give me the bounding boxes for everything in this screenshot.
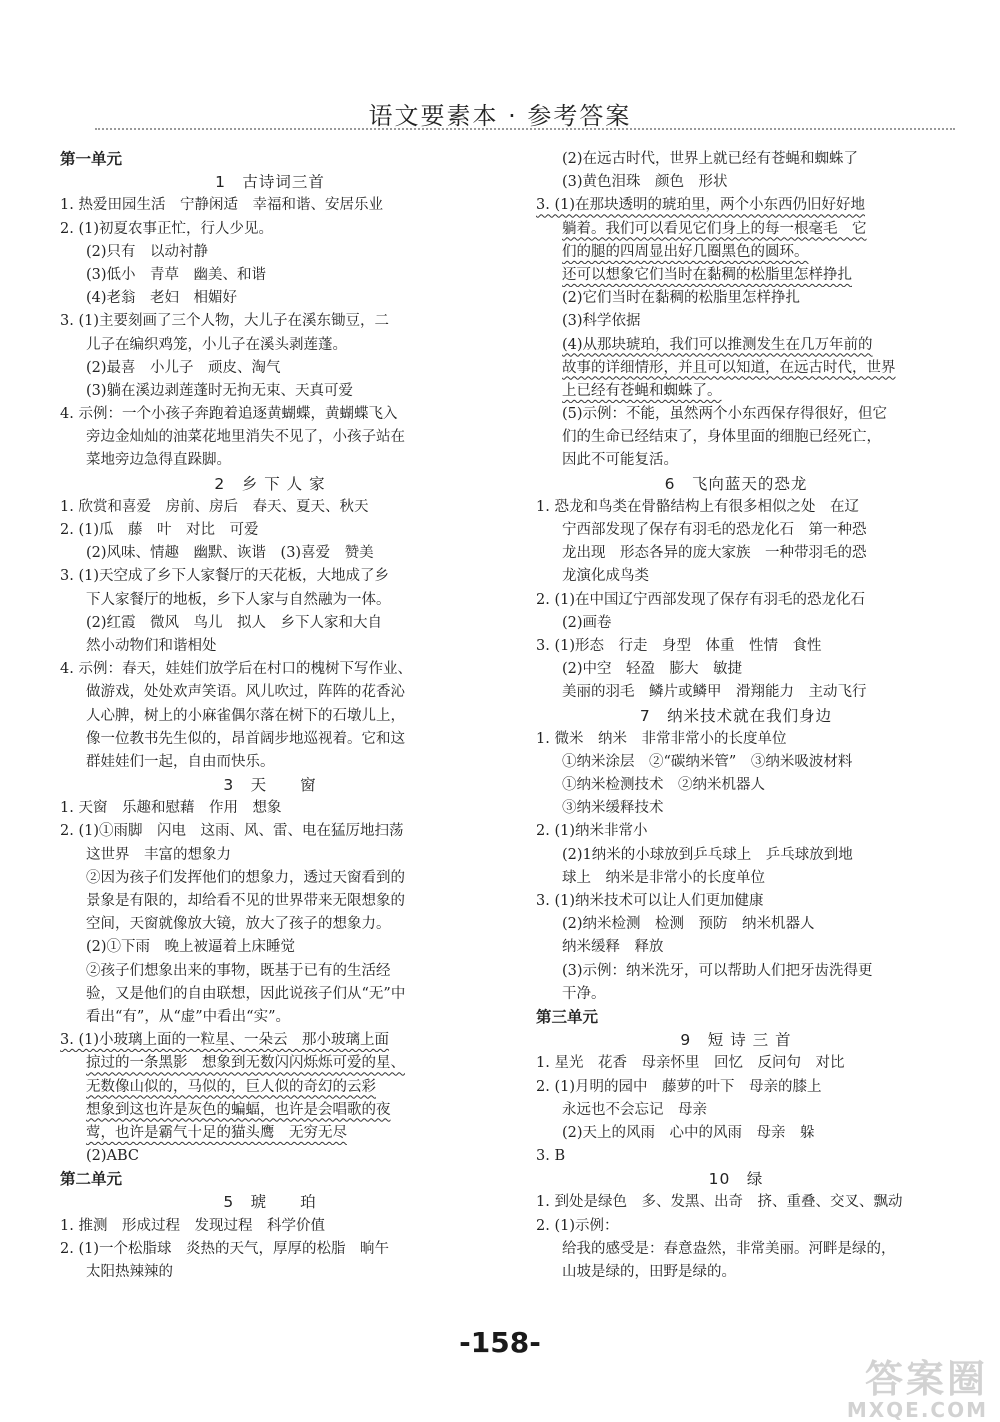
answer-line [536,449,936,472]
answer-line-text: 1. 天窗 乐趣和慰藉 作用 想象 [60,800,282,817]
answer-line [60,705,480,728]
lesson-title [60,171,480,194]
answer-line [60,241,480,264]
lesson-title [60,473,480,496]
answer-line [60,867,480,890]
answer-line-text: 躺着。我们可以看见它们身上的每一根毫毛 它 [562,220,867,237]
answer-line [60,1029,480,1052]
left-column [60,148,480,1284]
answer-line-text: (2)它们当时在黏稠的松脂里怎样挣扎 [562,290,801,307]
answer-line-text: 龙出现 形态各异的庞大家族 一种带羽毛的恐 [562,545,867,562]
answer-line-text: 3. (1)在那块透明的琥珀里，两个小东西仍旧好好地 [536,197,865,214]
answer-line [60,1215,480,1238]
answer-line [536,496,936,519]
answer-line [60,681,480,704]
answer-line-text: (2)ABC [86,1148,140,1165]
answer-line [60,913,480,936]
answer-line-text: 上已经有苍蝇和蜘蛛了。 [562,382,722,399]
answer-line-text: 2. (1)瓜 藤 叶 对比 可爱 [60,522,259,538]
answer-line-text: 空间，天窗就像放大镜，放大了孩子的想象力。 [86,916,391,933]
lesson-title-text: 10 绿 [708,1170,764,1189]
unit-heading-text: 第三单元 [536,1007,599,1026]
answer-line-text: ③纳米缓释技术 [562,800,664,817]
lesson-title [536,473,936,496]
answer-line-text: ①纳米检测技术 ②纳米机器人 [562,777,765,794]
answer-line [60,1076,480,1099]
answer-line-text: (2)中空 轻盈 膨大 敏捷 [562,661,743,678]
answer-line [536,403,936,426]
answer-line-text: (3)躺在溪边剥莲蓬时无拘无束、天真可爱 [86,382,354,399]
answer-line [536,264,936,287]
answer-line [60,519,480,542]
lesson-title [60,1191,480,1214]
answer-line [536,565,936,588]
answer-line-text: 4. 示例：一个小孩子奔跑着追逐黄蝴蝶，黄蝴蝶飞入 [60,406,398,423]
answer-line-text: 群娃娃们一起，自由而快乐。 [86,753,275,770]
answer-line-text: (3)示例：纳米洗牙，可以帮助人们把牙齿洗得更 [562,962,873,979]
lesson-title-text: 9 短 诗 三 首 [680,1031,792,1050]
answer-line-text: 2. (1)一个松脂球 炎热的天气，厚厚的松脂 晌午 [60,1240,389,1257]
lesson-title [536,1029,936,1052]
answer-line-text: (2)①下雨 晚上被逼着上床睡觉 [86,939,296,956]
answer-line-text: 因此不可能复活。 [562,452,678,469]
answer-line-text: ①纳米涂层 ②“碳纳米管” ③纳米吸波材料 [562,753,853,770]
answer-line-text: 2. (1)月明的园中 藤萝的叶下 母亲的膝上 [536,1078,822,1095]
answer-line-text: (3)黄色泪珠 颜色 形状 [562,174,728,191]
answer-line [536,612,936,635]
answer-line-text: (2)天上的风雨 心中的风雨 母亲 躲 [562,1124,815,1141]
answer-line-text: 景象是有限的，却给看不见的世界带来无限想象的 [86,893,405,909]
answer-line-text: 纳米缓释 释放 [562,939,664,956]
answer-line [60,449,480,472]
answer-line [60,1052,480,1075]
answer-line [536,820,936,843]
answer-line [60,936,480,959]
answer-line-text: (5)示例：不能，虽然两个小东西保存得很好，但它 [562,406,888,423]
watermark-main: 答案圈 [864,1357,988,1401]
answer-line-text: 3. B [536,1148,566,1165]
answer-line [60,1238,480,1261]
watermark-sub: MXQE.COM [846,1397,988,1422]
page-title: 语文要素本 · 参考答案 [368,102,632,130]
answer-line [536,1215,936,1238]
answer-line-text: 山坡是绿的，田野是绿的。 [562,1264,736,1280]
answer-line-text: 1. 微米 纳米 非常非常小的长度单位 [536,730,787,747]
answer-line-text: (2)画卷 [562,614,612,631]
answer-line-text: 下人家餐厅的地板，乡下人家与自然融为一体。 [86,591,391,608]
answer-line [60,820,480,843]
answer-line [536,542,936,565]
answer-line [536,890,936,913]
answer-line [60,589,480,612]
answer-line [60,1006,480,1029]
answer-line [536,1191,936,1214]
answer-line [536,960,936,983]
answer-line-text: (2)红霞 微风 鸟儿 拟人 乡下人家和大自 [86,614,383,631]
answer-line [60,287,480,310]
answer-line [536,1076,936,1099]
answer-line-text: 1. 推测 形成过程 发现过程 科学价值 [60,1217,325,1234]
answer-line [536,797,936,820]
answer-line-text: (2)最喜 小儿子 顽皮、淘气 [86,359,281,376]
unit-heading [536,1006,936,1029]
answer-line-text: 们的生命已经结束了，身体里面的细胞已经死亡， [562,429,881,446]
lesson-title [536,705,936,728]
unit-heading [60,1168,480,1191]
answer-line-text: 这世界 丰富的想象力 [86,846,231,863]
answer-line [60,635,480,658]
answer-line-text: 宁西部发现了保存有羽毛的恐龙化石 第一种恐 [562,522,867,538]
answer-line [60,426,480,449]
answer-line-text: 2. (1)在中国辽宁西部发现了保存有羽毛的恐龙化石 [536,591,865,608]
answer-line-text: 还可以想象它们当时在黏稠的松脂里怎样挣扎 [562,266,852,283]
answer-line [536,728,936,751]
answer-line-text: 3. (1)主要刻画了三个人物，大儿子在溪东锄豆，二 [60,313,389,330]
answer-line-text: 太阳热辣辣的 [86,1264,173,1280]
answer-line [60,496,480,519]
answer-line-text: (2)在远古时代，世界上就已经有苍蝇和蜘蛛了 [562,151,859,167]
answer-line-text: (4)从那块琥珀，我们可以推测发生在几万年前的 [562,336,873,353]
page-number: -158- [459,1326,541,1359]
lesson-title-text: 3 天 窗 [223,776,317,795]
lesson-title [536,1168,936,1191]
lesson-title-text: 2 乡 下 人 家 [214,474,326,493]
answer-line-text: 4. 示例：春天，娃娃们放学后在村口的槐树下写作业、 [60,661,412,678]
answer-line-text: (3)低小 青草 幽美、和谐 [86,266,267,283]
answer-line [60,1099,480,1122]
answer-line-text: 们的腿的四周显出好几圈黑色的圆环。 [562,243,809,260]
unit-heading-text: 第一单元 [60,150,123,168]
answer-line [536,171,936,194]
answer-line-text: 3. (1)纳米技术可以让人们更加健康 [536,893,764,909]
answer-line-text: 人心脾，树上的小麻雀偶尔落在树下的石墩儿上， [86,707,405,724]
answer-line [536,519,936,542]
answer-line-text: (4)老翁 老妇 相媚好 [86,290,238,307]
answer-line-text: 1. 星光 花香 母亲怀里 回忆 反问句 对比 [536,1055,845,1072]
answer-line-text: 看出“有”，从“虚”中看出“实”。 [86,1008,290,1025]
answer-line [60,565,480,588]
answer-line-text: (3)科学依据 [562,313,641,330]
answer-line [536,774,936,797]
answer-line-text: 永远也不会忘记 母亲 [562,1101,707,1118]
lesson-title-text: 5 琥 珀 [223,1193,317,1212]
answer-line [536,1238,936,1261]
answer-line [60,542,480,565]
answer-line [60,334,480,357]
answer-line [60,403,480,426]
answer-line [60,194,480,217]
answer-line [60,380,480,403]
answer-line-text: (2)风味、情趣 幽默、诙谐 (3)喜爱 赞美 [86,545,374,562]
answer-line-text: 3. (1)天空成了乡下人家餐厅的天花板，大地成了乡 [60,568,389,585]
answer-line-text: 掠过的一条黑影 想象到无数闪闪烁烁可爱的星、 [86,1055,405,1072]
right-column [536,148,936,1284]
answer-line [536,334,936,357]
unit-heading [60,148,480,171]
answer-line [536,1145,936,1168]
unit-heading-text: 第二单元 [60,1170,123,1189]
answer-line [536,681,936,704]
answer-line-text: 做游戏，处处欢声笑语。风儿吹过，阵阵的花香沁 [86,684,405,701]
answer-line [60,797,480,820]
answer-line [536,867,936,890]
answer-line-text: 干净。 [562,985,606,1002]
answer-line-text: 然小动物们和谐相处 [86,637,217,654]
answer-line [536,635,936,658]
answer-line [60,310,480,333]
answer-line [60,1145,480,1168]
answer-line [536,658,936,681]
answer-line [536,287,936,310]
answer-line-text: 2. (1)①雨脚 闪电 这雨、风、雷、电在猛厉地扫荡 [60,823,404,840]
answer-line-text: 1. 欣赏和喜爱 房前、房后 春天、夏天、秋天 [60,498,369,515]
answer-line-text: 1. 到处是绿色 多、发黑、出奇 挤、重叠、交叉、飘动 [536,1194,903,1211]
answer-line [536,1099,936,1122]
title-divider [95,128,955,130]
answer-line-text: 龙演化成鸟类 [562,568,649,585]
answer-line-text: 想象到这也许是灰色的蝙蝠，也许是会唱歌的夜 [86,1101,391,1118]
answer-line-text: 3. (1)形态 行走 身型 体重 性情 食性 [536,637,822,654]
answer-line [536,194,936,217]
answer-line [60,612,480,635]
answer-line-text: (2)1纳米的小球放到乒乓球上 乒乓球放到地 [562,846,853,863]
answer-line [60,728,480,751]
answer-line-text: 2. (1)纳米非常小 [536,823,648,840]
answer-line [536,751,936,774]
answer-line [60,1122,480,1145]
answer-line-text: (2)纳米检测 检测 预防 纳米机器人 [562,916,815,933]
answer-line [536,241,936,264]
answer-line [60,658,480,681]
answer-line-text: 像一位教书先生似的，昂首阔步地巡视着。它和这 [86,730,405,747]
answer-line-text: 1. 恐龙和鸟类在骨骼结构上有很多相似之处 在辽 [536,498,859,515]
answer-line-text: 2. (1)示例： [536,1217,619,1234]
answer-line-text: (2)只有 以动衬静 [86,243,209,260]
answer-line-text: ②孩子们想象出来的事物，既基于已有的生活经 [86,962,391,979]
lesson-title-text: 1 古诗词三首 [215,173,325,192]
answer-line-text: 2. (1)初夏农事正忙，行人少见。 [60,220,273,237]
lesson-title-text: 6 飞向蓝天的恐龙 [664,474,808,493]
answer-line [536,148,936,171]
answer-line [536,357,936,380]
answer-line-text: 球上 纳米是非常小的长度单位 [562,869,765,886]
answer-line [536,936,936,959]
answer-line-text: ②因为孩子们发挥他们的想象力，透过天窗看到的 [86,869,405,886]
answer-line-text: 无数像山似的，马似的，巨人似的奇幻的云彩 [86,1078,376,1095]
answer-line [536,1261,936,1284]
answer-line [60,844,480,867]
answer-line [60,983,480,1006]
answer-line [536,1122,936,1145]
answer-line [60,264,480,287]
answer-line-text: 验，又是他们的自由联想，因此说孩子们从“无”中 [86,985,406,1002]
answer-line [60,1261,480,1284]
answer-line [60,218,480,241]
lesson-title-text: 7 纳米技术就在我们身边 [639,706,833,725]
answer-line-text: 菜地旁边急得直跺脚。 [86,452,231,469]
answer-line-text: 1. 热爱田园生活 宁静闲适 幸福和谐、安居乐业 [60,197,383,214]
answer-line-text: 旁边金灿灿的油菜花地里消失不见了，小孩子站在 [86,429,405,446]
answer-line-text: 给我的感受是：春意盎然，非常美丽。河畔是绿的， [562,1240,896,1257]
answer-line [536,1052,936,1075]
answer-line [536,380,936,403]
answer-line [60,890,480,913]
answer-line [536,426,936,449]
answer-line-text: 3. (1)小玻璃上面的一粒星、一朵云 那小玻璃上面 [60,1032,389,1049]
answer-line [536,589,936,612]
answer-line [536,218,936,241]
answer-line [60,357,480,380]
answer-line [60,751,480,774]
answer-line [536,310,936,333]
watermark-logo [846,1357,988,1422]
answer-line-text: 儿子在编织鸡笼，小儿子在溪头剥莲蓬。 [86,336,347,353]
answer-line-text: 美丽的羽毛 鳞片或鳞甲 滑翔能力 主动飞行 [562,684,867,701]
answer-line [536,983,936,1006]
answer-line-text: 莺，也许是霸气十足的猫头鹰 无穷无尽 [86,1124,347,1141]
lesson-title [60,774,480,797]
answer-line [60,960,480,983]
answer-line [536,913,936,936]
answer-line [536,844,936,867]
answer-line-text: 故事的详细情形，并且可以知道，在远古时代，世界 [562,359,896,376]
